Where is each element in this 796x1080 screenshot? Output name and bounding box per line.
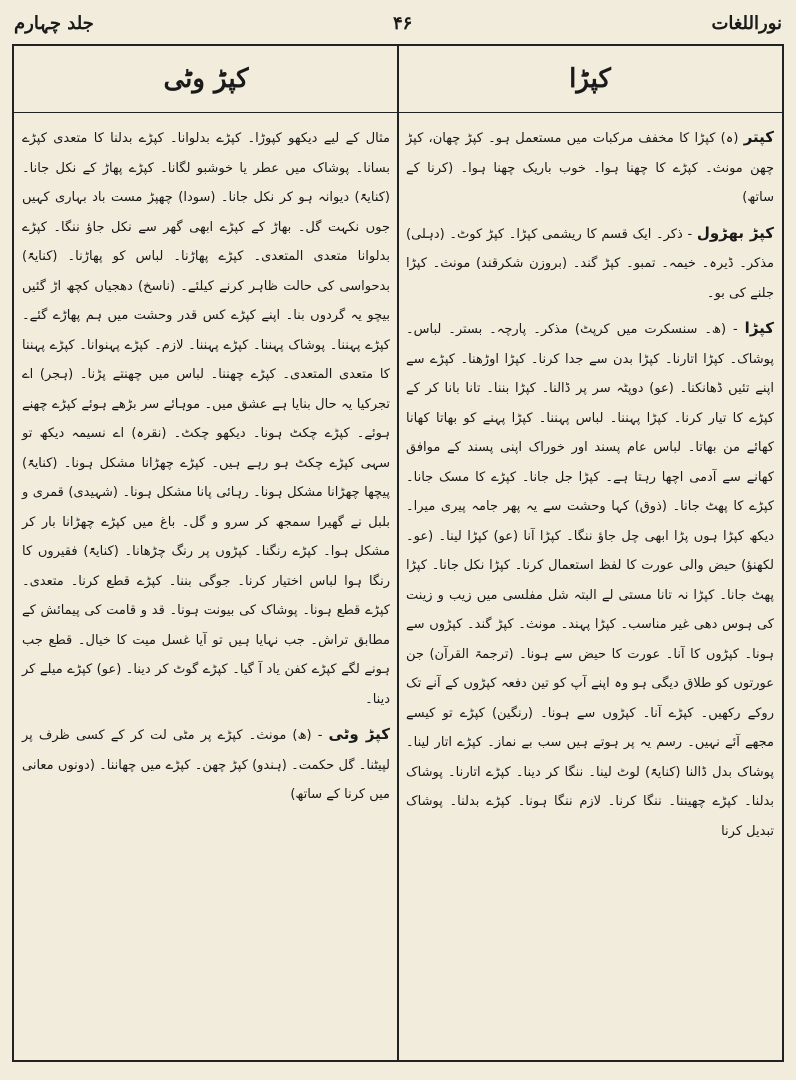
dictionary-entry xyxy=(406,219,774,309)
right-column xyxy=(398,46,782,1060)
page-number: ۴۶ xyxy=(392,12,413,34)
page-header xyxy=(14,6,782,40)
entry-text: - ذکر۔ ایک قسم کا ریشمی کپڑا۔ کپڑ کوٹ۔ (دہلی) مذکر۔ ڈیرہ۔ خیمہ۔ تمبو۔ کپڑ گند۔ (بروزن شکرقند) مونث۔ کپڑا جلنے کی بو۔ xyxy=(406,226,774,301)
entry-text: مثال کے لیے دیکھو کپوڑا۔ کپڑے بدلوانا۔ کپڑے بدلنا کا متعدی کپڑے بسانا۔ پوشاک میں عطر یا خوشبو لگانا۔ کپڑے پھاڑ کے نکل جانا۔ (کنایۃً) دیوانہ ہو کر نکل جانا۔ (سودا) چھپڑ مست باد بہاری کہیں جوں نکہت گل۔ بھاڑ کے کپڑے ابھی گھر سے نکل جاؤ ننگا۔ کپڑے بدلوانا متعدی المتعدی۔ کپڑے پھاڑنا۔ لباس کو پھاڑنا۔ (کنایۃً) بدحواسی کی حالت ظاہر کرنے کیلئے۔ (ناسخ) دھجیاں کچھ اڑ گئیں بیچو یہ گردوں بنا۔ اپنے کپڑے کس قدر وحشت میں ہم پھاڑے گئے۔ کپڑے پہننا۔ پوشاک پہننا۔ کپڑے پہننا۔ لازم۔ کپڑے پہنوانا۔ کپڑے پہننا کا متعدی المتعدی۔ کپڑے چھننا۔ لباس میں چھنتے پڑنا۔ (ہجر) اے تجرکیا یہ حال بنایا ہے عشق میں۔ موہائے سر بڑھے ہوئے کپڑے چھنے ہوئے۔ کپڑے چکٹ ہونا۔ دیکھو چکٹ۔ (نقرہ) اے نسیمہ دیکھ تو سہی کپڑے چکٹ ہو رہے ہیں۔ کپڑے چھڑانا مشکل ہونا۔ (کنایۃً) پیچھا چھڑانا مشکل ہونا۔ رہائی پانا مشکل ہونا۔ (شہیدی) قمری و بلبل نے گھیرا سمجھ کر سرو و گل۔ باغ میں کپڑے چھڑانا بار کر مشکل ہوا۔ کپڑے رنگنا۔ کپڑوں پر رنگ چڑھانا۔ (کنایۃً) فقیروں کا رنگا ہوا لباس اختیار کرنا۔ جوگی بننا۔ کپڑے قطع کرنا۔ متعدی۔ کپڑے قطع ہونا۔ پوشاک کی بیونت ہونا۔ قد و قامت کی پیمائش کے مطابق تراش۔ جب نہایا ہیں تو آیا غسل میت کا خیال۔ قطع جب ہونے لگے کپڑے کفن یاد آ گیا۔ کپڑے گوٹ کر دینا۔ (عو) کپڑے میلے کر دینا۔ xyxy=(22,131,390,707)
dictionary-entry xyxy=(22,720,390,810)
right-column-title: کپڑا xyxy=(398,50,782,113)
entry-headword: کپڑا xyxy=(744,319,774,337)
book-title: نوراللغات xyxy=(711,12,782,34)
left-column-title: کپڑ وٹی xyxy=(14,50,398,113)
left-column xyxy=(14,46,398,1060)
page-frame xyxy=(12,44,784,1062)
dictionary-entry xyxy=(406,123,774,213)
entry-headword: کپتر xyxy=(743,128,774,146)
entry-text: - (ھ) مونث۔ کپڑے پر مٹی لت کر کے کسی ظرف پر لپیٹنا۔ گل حکمت۔ (ہندو) کپڑ چھن۔ کپڑے میں چھاننا۔ (دونوں معانی میں کرنا کے ساتھ) xyxy=(22,728,390,802)
entry-text: (ہ) کپڑا کا مخفف مرکبات میں مستعمل ہو۔ کپڑ چھان، کپڑ چھن مونث۔ کپڑے کا چھنا ہوا۔ خوب باریک چھنا ہوا۔ (کرنا کے ساتھ) xyxy=(406,131,774,205)
entry-headword: کپڑ وٹی xyxy=(328,725,391,743)
entry-text: - (ھ۔ سنسکرت میں کرپٹ) مذکر۔ پارچہ۔ بستر۔ لباس۔ پوشاک۔ کپڑا اتارنا۔ کپڑا بدن سے جدا کرنا۔ کپڑا اوڑھنا۔ کپڑے سے اپنے تئیں ڈھانکنا۔ (عو) دوپٹہ سر پر ڈالنا۔ کپڑا بننا۔ تانا بانا کر کے کپڑے کا تیار کرنا۔ کپڑا پہننا۔ لباس پہننا۔ کپڑا پہنے کو بھاتا کھانا کھائے من بھاتا۔ لباس عام پسند اور خوراک اپنی پسند کے موافق کھانے سے آدمی اچھا رہتا ہے۔ کپڑا جل جانا۔ کپڑے کا مسک جانا۔ کپڑے کا پھٹ جانا۔ (ذوق) کہا وحشت سے یہ پھر جامہ پیری میرا۔ دیکھ کپڑا ہوں پڑا ابھی چل جاؤ ننگا۔ کپڑا آنا (عو) کپڑا لینا۔ (عو۔ لکھنؤ) حیض والی عورت کا لفظ استعمال کرنا۔ کپڑا نکل جانا۔ کپڑا پھٹ جانا۔ کپڑا نہ تانا مستی لے البتہ شل مفلسی میں زیب و زینت کی ہوس دھی غیر مناسب۔ کپڑا پہند۔ مونث۔ کپڑ گند۔ کپڑوں سے ہونا۔ کپڑوں کا آنا۔ عورت کا حیض سے ہونا۔ (ترجمۃ القرآن) جن عورتوں کو طلاق دیگی ہو وہ اپنے آپ کو تین دفعہ کپڑوں کے آنے تک روکے رکھیں۔ کپڑے آنا۔ کپڑوں سے ہونا۔ (رنگین) کپڑے تو کیسے مجھے آئے نہیں۔ رسم یہ پر ہوتے ہیں سب بے نماز۔ کپڑے اتار لینا۔ پوشاک بدل ڈالنا (کنایۃً) لوٹ لینا۔ ننگا کر دینا۔ کپڑے اتارنا۔ پوشاک بدلنا۔ کپڑے چھیننا۔ ننگا کرنا۔ لازم ننگا ہونا۔ کپڑے بدلنا۔ پوشاک تبدیل کرنا xyxy=(406,322,774,839)
dictionary-entry xyxy=(22,123,390,714)
entry-headword: کپڑ بھڑول xyxy=(696,223,774,242)
dictionary-entry xyxy=(406,314,774,846)
volume-label: جلد چہارم xyxy=(14,12,94,34)
